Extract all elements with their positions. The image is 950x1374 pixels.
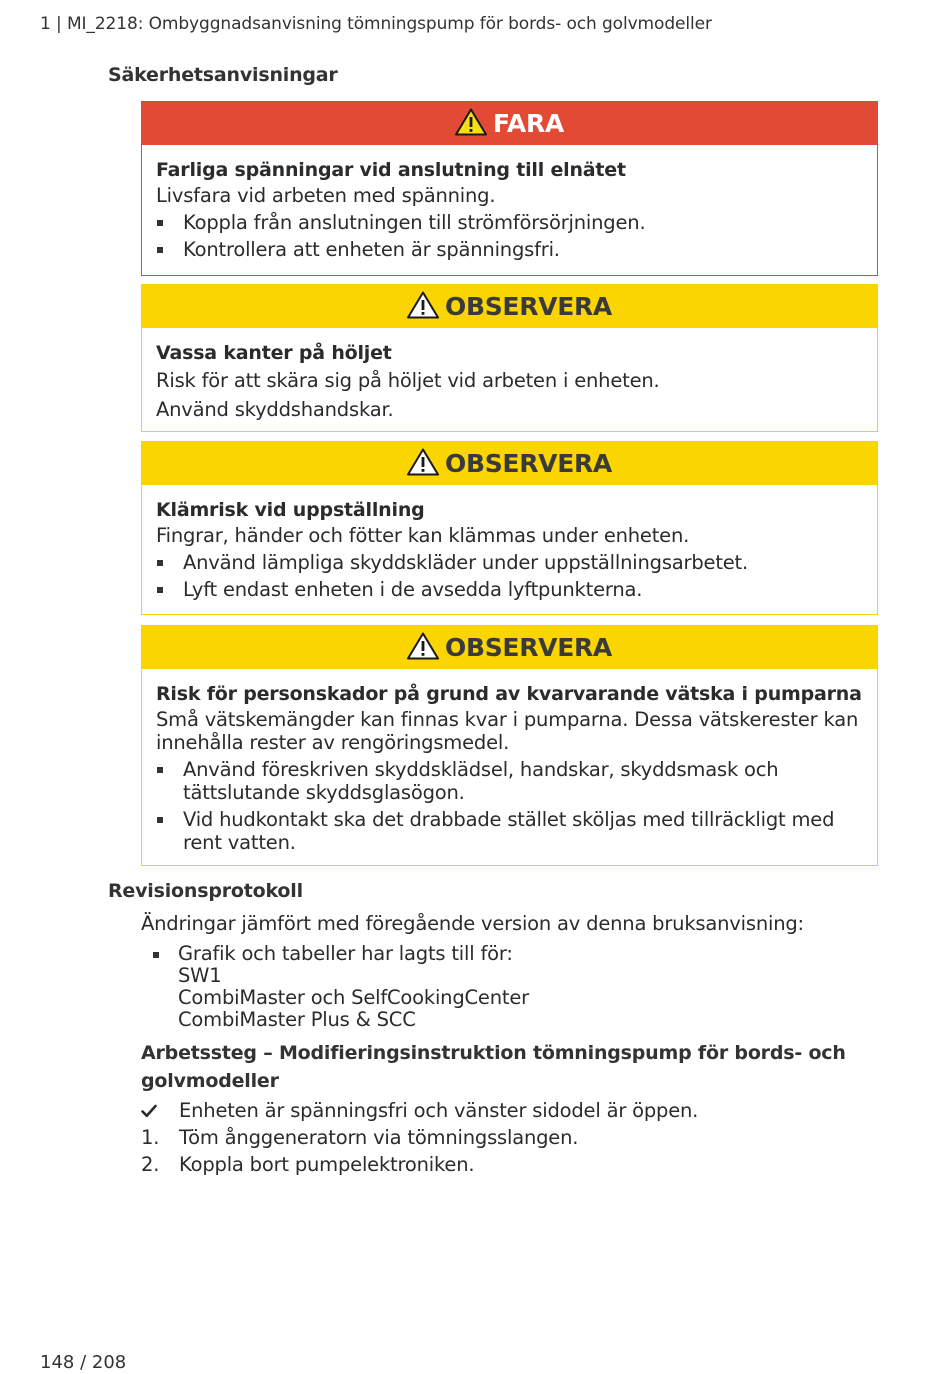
danger-bullet-list	[156, 211, 863, 261]
running-header: 1 | MI_2218: Ombyggnadsanvisning tömningspump för bords- och golvmodeller	[40, 14, 712, 34]
list-item	[156, 808, 863, 854]
caution-heading: Vassa kanter på höljet	[156, 342, 392, 364]
page-number: 148 / 208	[40, 1352, 127, 1373]
caution-label: OBSERVERA	[445, 292, 612, 321]
bullet-text: Kontrollera att enheten är spänningsfri.	[183, 238, 560, 261]
caution-bullet-list	[156, 758, 863, 854]
caution-bullet-list	[156, 551, 863, 601]
list-item	[156, 551, 863, 574]
warning-triangle-icon	[407, 448, 439, 476]
square-bullet-icon	[157, 587, 163, 593]
revision-intro: Ändringar jämfört med föregående version av denna bruksanvisning:	[141, 912, 804, 935]
revision-line: Grafik och tabeller har lagts till för:	[178, 942, 513, 965]
caution-warning-box-3	[141, 625, 878, 866]
caution-body	[142, 485, 877, 613]
step-number: 2.	[141, 1153, 160, 1176]
step-item	[141, 1126, 578, 1149]
caution-body	[142, 669, 877, 866]
revision-list-item	[153, 943, 529, 1031]
bullet-text: Använd föreskriven skyddsklädsel, handskar, skyddsmask och tättslutande skyddsglasögon.	[183, 758, 779, 804]
section-title-safety: Säkerhetsanvisningar	[108, 64, 338, 86]
bullet-text: Koppla från anslutningen till strömförsörjningen.	[183, 211, 646, 234]
caution-warning-box-1	[141, 284, 878, 432]
bullet-text: Vid hudkontakt ska det drabbade stället sköljas med tillräckligt med rent vatten.	[183, 808, 835, 854]
caution-header	[142, 626, 877, 669]
caution-heading: Risk för personskador på grund av kvarvarande vätska i pumparna	[156, 683, 862, 705]
square-bullet-icon	[157, 220, 163, 226]
danger-heading: Farliga spänningar vid anslutning till elnätet	[156, 159, 626, 181]
caution-description: Fingrar, händer och fötter kan klämmas under enheten.	[156, 524, 690, 547]
square-bullet-icon	[153, 952, 159, 958]
square-bullet-icon	[157, 767, 163, 773]
step-number: 1.	[141, 1126, 160, 1149]
square-bullet-icon	[157, 247, 163, 253]
caution-description: Små vätskemängder kan finnas kvar i pumparna. Dessa vätskerester kan innehålla rester av rengöringsmedel.	[156, 708, 859, 754]
step-text: Koppla bort pumpelektroniken.	[179, 1153, 475, 1176]
revision-line: CombiMaster Plus & SCC	[178, 1008, 416, 1031]
precondition-text: Enheten är spänningsfri och vänster sidodel är öppen.	[179, 1099, 699, 1122]
list-item	[156, 758, 863, 804]
step-item	[141, 1153, 474, 1176]
precondition-step	[141, 1099, 698, 1122]
caution-label: OBSERVERA	[445, 449, 612, 478]
caution-header	[142, 285, 877, 328]
caution-warning-box-2	[141, 441, 878, 615]
danger-label: FARA	[493, 109, 564, 138]
square-bullet-icon	[157, 560, 163, 566]
caution-header	[142, 442, 877, 485]
caution-description: Risk för att skära sig på höljet vid arbeten i enheten.	[156, 369, 660, 392]
step-text: Töm ånggeneratorn via tömningsslangen.	[179, 1126, 579, 1149]
section-title-revision: Revisionsprotokoll	[108, 880, 303, 902]
square-bullet-icon	[157, 817, 163, 823]
danger-header	[142, 102, 877, 145]
bullet-text: Använd lämpliga skyddskläder under uppställningsarbetet.	[183, 551, 749, 574]
danger-warning-box	[141, 101, 878, 276]
caution-body	[142, 328, 877, 437]
bullet-text: Lyft endast enheten i de avsedda lyftpunkterna.	[183, 578, 643, 601]
list-item	[156, 578, 863, 601]
list-item	[156, 211, 863, 234]
caution-description: Använd skyddshandskar.	[156, 398, 394, 421]
checkmark-icon	[141, 1099, 179, 1122]
work-steps-title: Arbetssteg – Modifieringsinstruktion tömningspump för bords- och golvmodeller	[141, 1042, 846, 1092]
revision-line: CombiMaster och SelfCookingCenter	[178, 986, 529, 1009]
danger-body	[142, 145, 877, 273]
caution-heading: Klämrisk vid uppställning	[156, 499, 425, 521]
list-item	[156, 238, 863, 261]
warning-triangle-icon	[455, 108, 487, 136]
caution-label: OBSERVERA	[445, 633, 612, 662]
danger-description: Livsfara vid arbeten med spänning.	[156, 184, 496, 207]
warning-triangle-icon	[407, 632, 439, 660]
warning-triangle-icon	[407, 291, 439, 319]
revision-line: SW1	[178, 964, 222, 987]
